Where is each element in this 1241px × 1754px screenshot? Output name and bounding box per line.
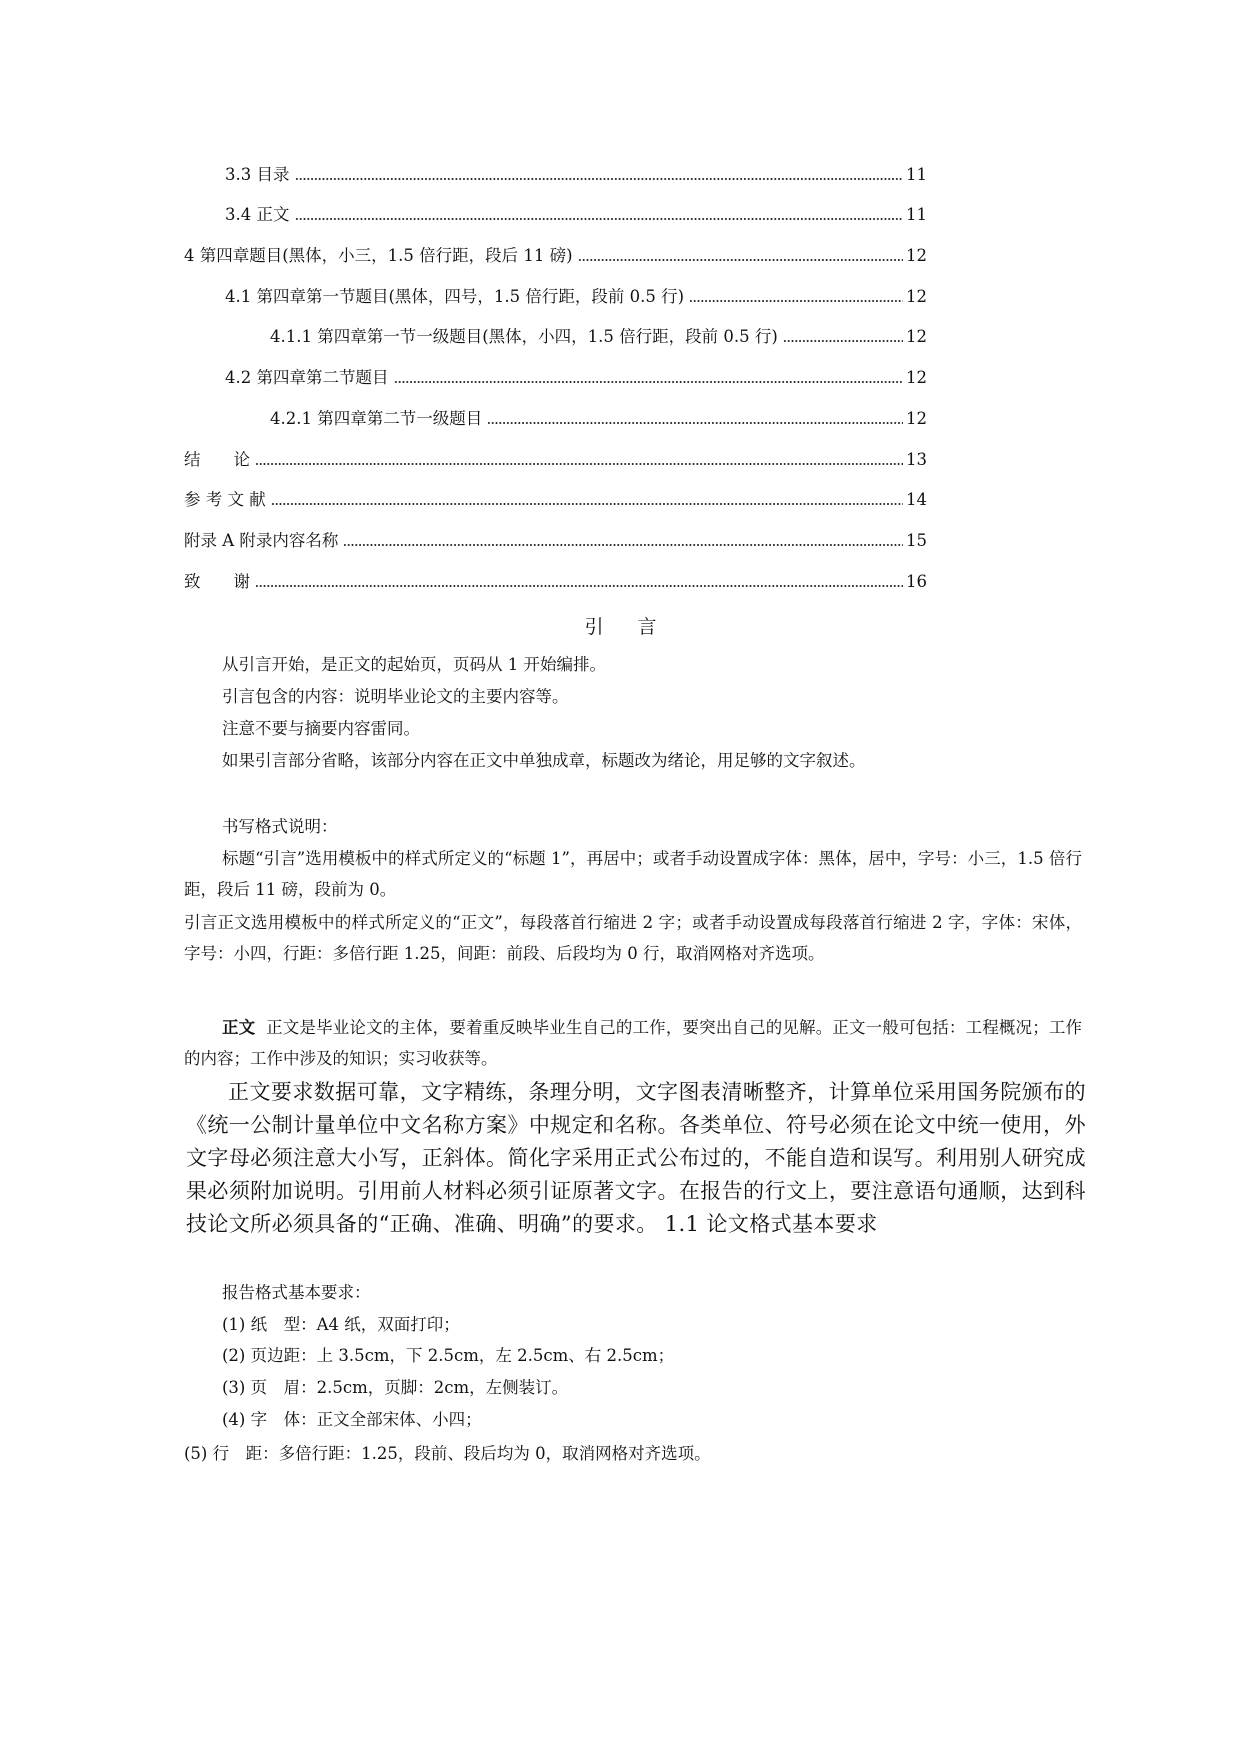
toc-entry-label: 4 第四章题目(黑体，小三，1.5 倍行距，段后 11 磅) (184, 246, 573, 265)
toc-entry[interactable] (225, 359, 927, 389)
toc-leader-dots (394, 372, 904, 384)
toc-entry-page: 12 (906, 327, 927, 346)
requirement-item: (4) 字 体：正文全部宋体、小四； (222, 1410, 482, 1429)
toc-entry-label: 结 论 (184, 450, 250, 469)
toc-leader-dots (578, 250, 903, 262)
toc-entry-label: 致 谢 (184, 572, 250, 591)
toc-entry[interactable] (184, 563, 927, 593)
requirement-item: (3) 页 眉：2.5cm，页脚：2cm，左侧装订。 (222, 1378, 569, 1397)
toc-entry-page: 15 (906, 531, 927, 550)
toc-leader-dots (343, 535, 903, 547)
requirement-item: (2) 页边距：上 3.5cm，下 2.5cm，左 2.5cm、右 2.5cm； (222, 1346, 675, 1365)
toc-entry[interactable] (184, 237, 927, 267)
toc-entry[interactable] (225, 156, 927, 186)
toc-leader-dots (487, 413, 903, 425)
toc-entry-label: 4.1 第四章第一节题目(黑体，四号，1.5 倍行距，段前 0.5 行) (225, 287, 685, 306)
toc-entry-label: 4.2.1 第四章第二节一级题目 (270, 409, 483, 428)
body-lead-label: 正文 (222, 1018, 256, 1037)
body-lead-text: 正文是毕业论文的主体，要着重反映毕业生自己的工作，要突出自己的见解。正文一般可包括：工程概况；工作的内容；工作中涉及的知识；实习收获等。 (184, 1018, 1083, 1068)
requirement-item: (5) 行 距：多倍行距：1.25，段前、段后均为 0，取消网格对齐选项。 (184, 1444, 711, 1463)
toc-leader-dots (295, 169, 904, 181)
toc-entry-page: 13 (906, 450, 927, 469)
toc-entry-label: 3.4 正文 (225, 205, 290, 224)
toc-leader-dots (255, 576, 903, 588)
intro-heading: 引言 (584, 616, 691, 638)
toc-entry[interactable] (270, 400, 927, 430)
toc-entry-page: 12 (906, 368, 927, 387)
toc-entry[interactable] (184, 441, 927, 471)
toc-entry-label: 3.3 目录 (225, 165, 290, 184)
requirements-heading: 报告格式基本要求： (222, 1283, 371, 1302)
requirement-item: (1) 纸 型：A4 纸，双面打印； (222, 1315, 460, 1334)
toc-entry-page: 12 (906, 287, 927, 306)
format-heading: 书写格式说明： (222, 817, 338, 836)
toc-leader-dots (295, 209, 904, 221)
toc-leader-dots (271, 494, 903, 506)
toc-leader-dots (255, 454, 903, 466)
intro-line: 如果引言部分省略，该部分内容在正文中单独成章，标题改为绪论，用足够的文字叙述。 (222, 751, 866, 770)
toc-entry-label: 参 考 文 献 (184, 490, 266, 509)
toc-leader-dots (783, 331, 903, 343)
toc-entry-page: 11 (906, 165, 927, 184)
toc-entry-page: 11 (906, 205, 927, 224)
toc-entry-page: 16 (906, 572, 927, 591)
toc-leader-dots (689, 291, 903, 303)
format-paragraph-title: 标题“引言”选用模板中的样式所定义的“标题 1”，再居中；或者手动设置成字体：黑体，居中，字号：小三，1.5 倍行距，段后 11 磅，段前为 0。 (184, 849, 1082, 899)
toc-entry[interactable] (225, 196, 927, 226)
toc-entry[interactable] (184, 522, 927, 552)
format-paragraph-body: 引言正文选用模板中的样式所定义的“正文”，每段落首行缩进 2 字；或者手动设置成每段落首行缩进 2 字，字体：宋体，字号：小四，行距：多倍行距 1.25，间距：前段、后段均为 0 行，取消网格对齐选项。 (184, 913, 1082, 963)
toc-entry[interactable] (270, 318, 927, 348)
intro-line: 引言包含的内容：说明毕业论文的主要内容等。 (222, 687, 569, 706)
intro-line: 从引言开始，是正文的起始页，页码从 1 开始编排。 (222, 655, 606, 674)
intro-line: 注意不要与摘要内容雷同。 (222, 719, 420, 738)
toc-entry[interactable] (225, 278, 927, 308)
toc-entry-label: 附录 A 附录内容名称 (184, 531, 339, 550)
toc-entry-page: 14 (906, 490, 927, 509)
body-lead-paragraph (184, 1012, 1082, 1074)
body-main-paragraph: 正文要求数据可靠，文字精练，条理分明，文字图表清晰整齐，计算单位采用国务院颁布的《统一公制计量单位中文名称方案》中规定和名称。各类单位、符号必须在论文中统一使用，外文字母必须注意大小写，正斜体。简化字采用正式公布过的，不能自造和误写。利用别人研究成果必须附加说明。引用前人材料必须引证原著文字。在报告的行文上，要注意语句通顺，达到科技论文所必须具备的“正确、准确、明确”的要求。 1.1 论文格式基本要求 (186, 1080, 1086, 1236)
toc-entry-label: 4.1.1 第四章第一节一级题目(黑体，小四，1.5 倍行距，段前 0.5 行) (270, 327, 778, 346)
toc-entry-page: 12 (906, 409, 927, 428)
toc-entry[interactable] (184, 481, 927, 511)
toc-entry-label: 4.2 第四章第二节题目 (225, 368, 389, 387)
toc-entry-page: 12 (906, 246, 927, 265)
